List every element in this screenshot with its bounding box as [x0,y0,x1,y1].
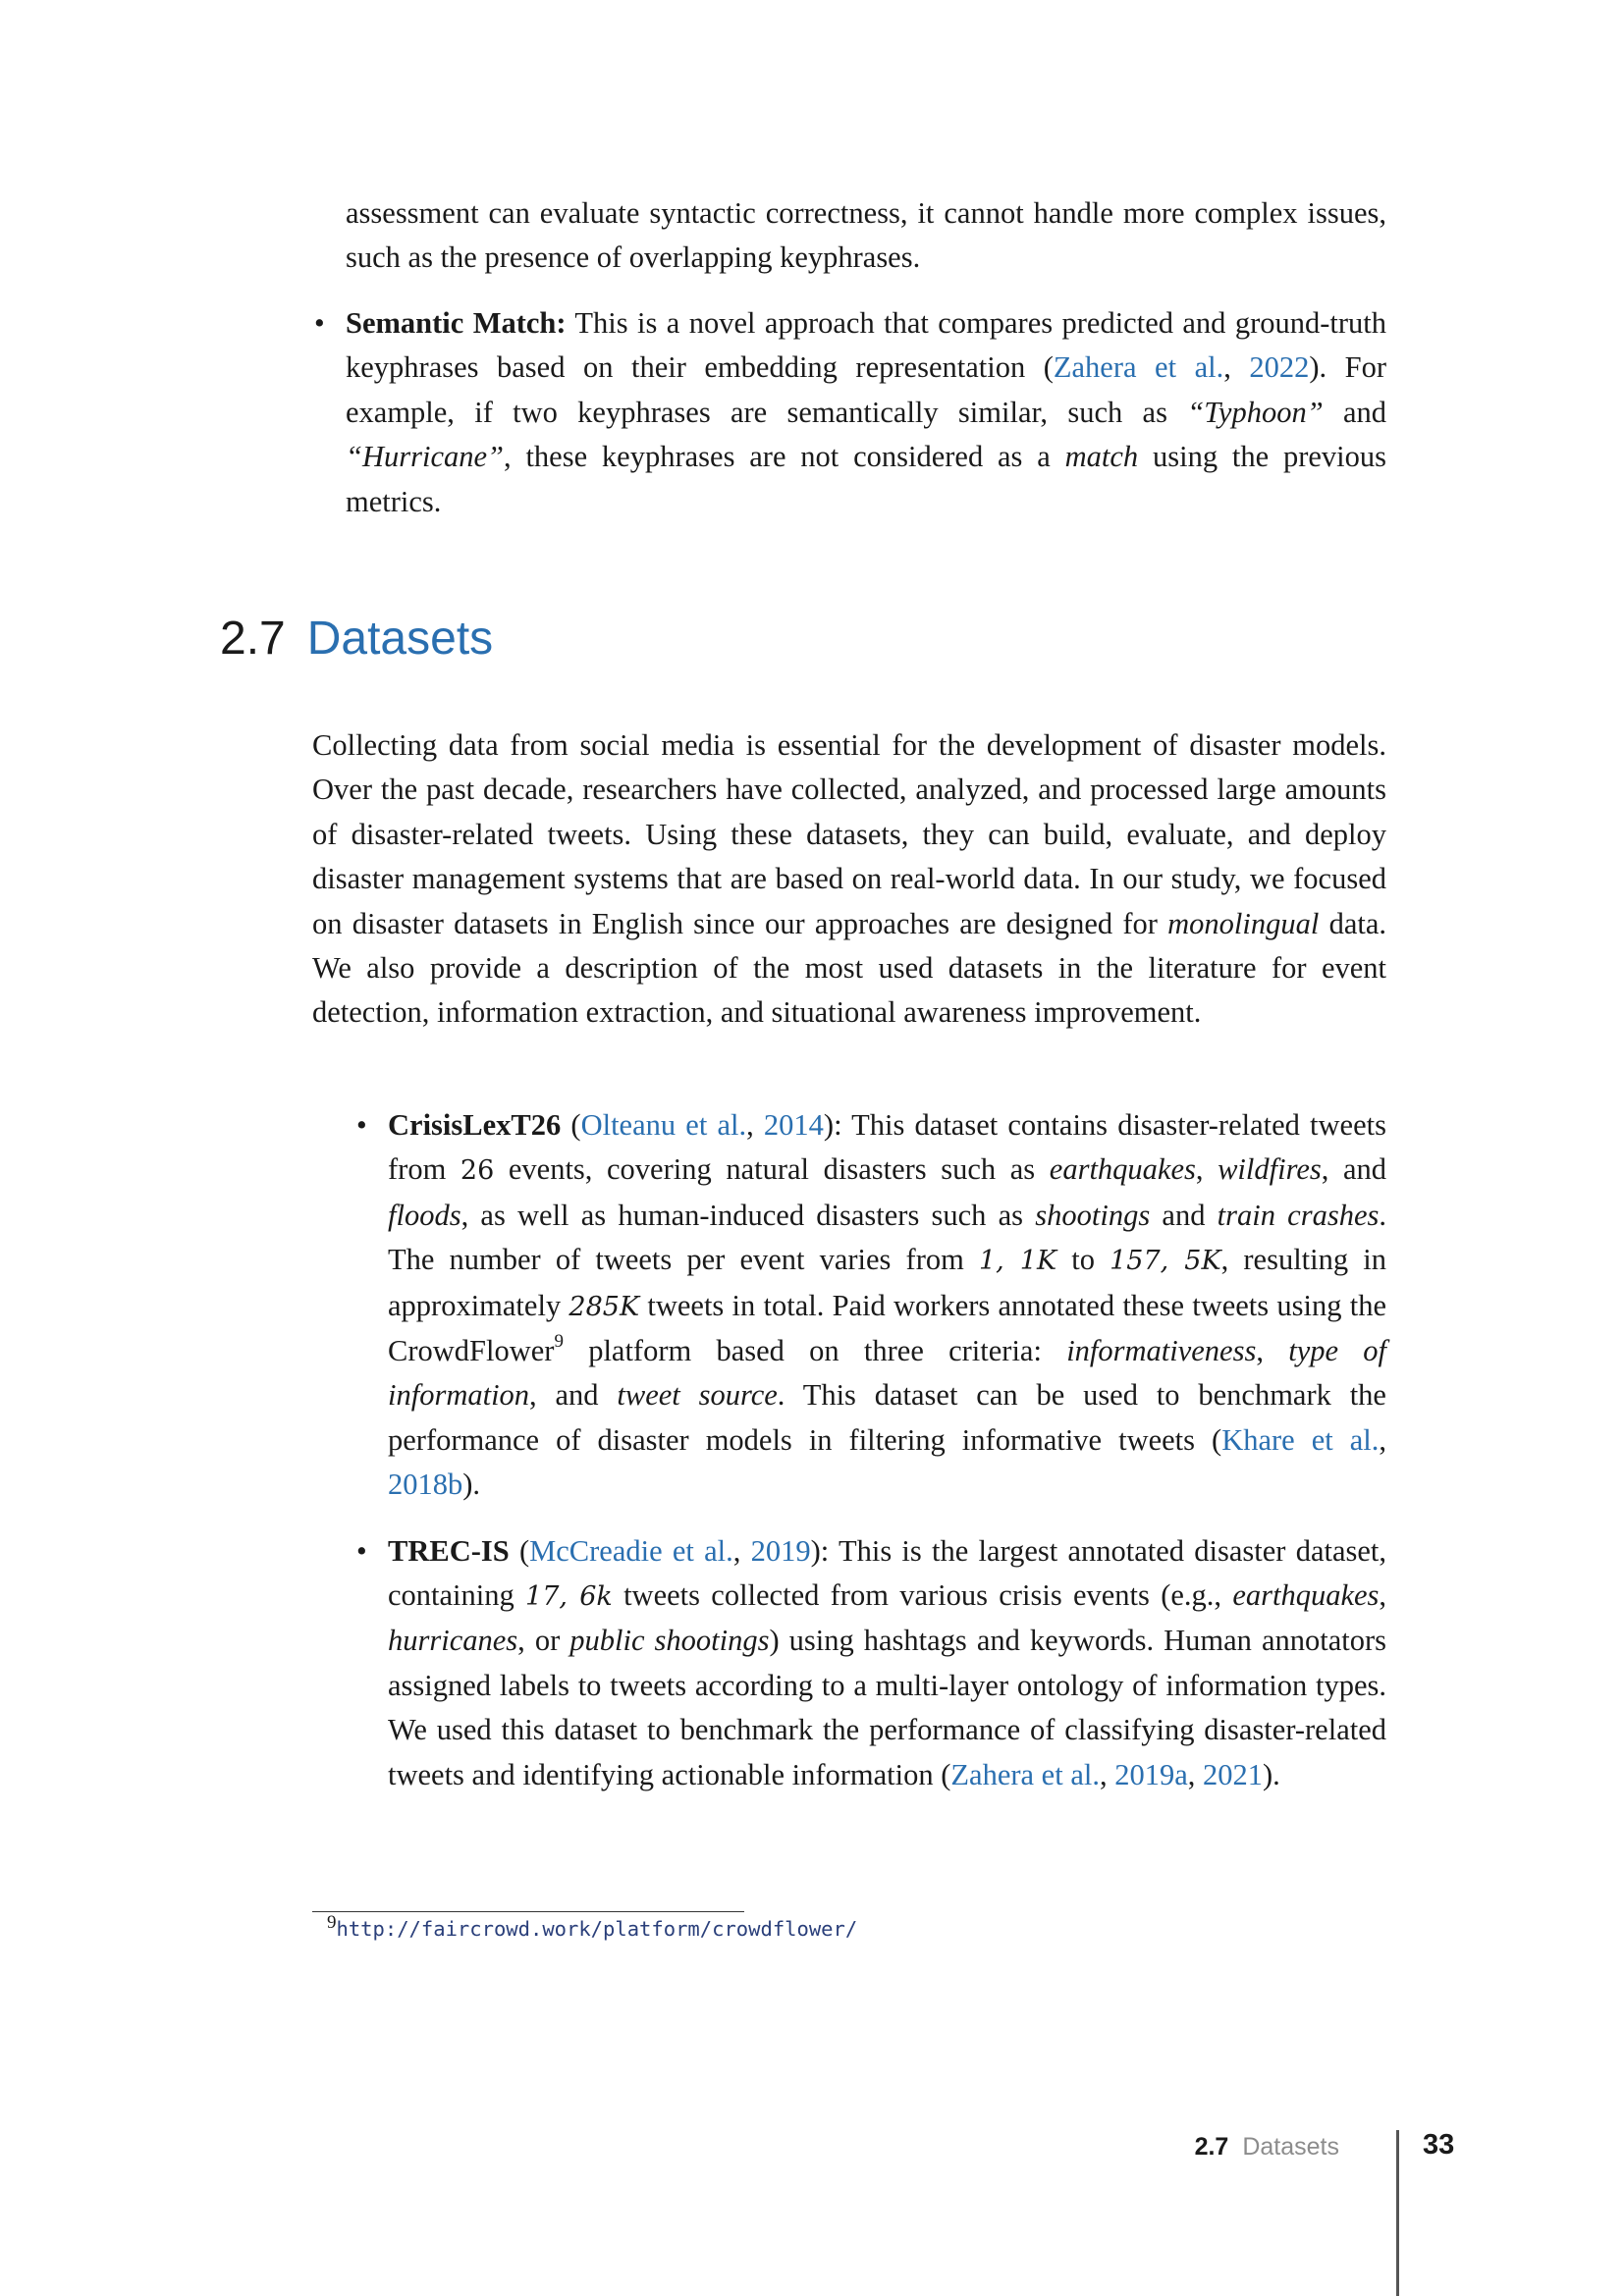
math-value: 285K [568,1291,640,1322]
item-text: . The number of tweets per event varies from [388,1198,1386,1277]
item-text: ). [462,1468,481,1502]
semantic-match-item [314,301,1387,524]
item-text: , [1195,1152,1218,1187]
example-term: “Typhoon” [1187,395,1324,429]
item-text: ( [509,1533,530,1568]
item-text: , as well as human-induced disasters such as [460,1198,1036,1232]
math-value: 157, 5K [1110,1246,1221,1277]
intro-text: Collecting data from social media is essential for the development of disaster models. Over the past decade, researchers have collected, analyzed, and processed large amounts of disaster-related tweets. Using these datasets, they can build, evaluate, and deploy disaster management systems that are based on real-world data. In our study, we focused on disaster datasets in English since our approaches are designed for [312,728,1386,940]
item-text: , [1379,1422,1387,1457]
item-text: ): This dataset contains disaster-related tweets from [388,1108,1386,1187]
section-number: 2.7 [220,613,286,665]
running-head-title: Datasets [1242,2133,1339,2161]
citation-link[interactable]: McCreadie et al. [529,1533,733,1568]
bullet-icon: • [356,1108,367,1142]
item-text: , and [529,1378,618,1413]
item-text: ) using hashtags and keywords. Human annotators assigned labels to tweets according to a multi-layer ontology of information types. We used this dataset to benchmark the performance of classifying disaster-related tweets and identifying actionable information ( [388,1624,1386,1791]
item-text: ). [1263,1757,1280,1791]
footnote-number: 9 [327,1912,337,1934]
footnote [327,1912,1211,1941]
section-title: Datasets [306,613,494,665]
item-text: , these keyphrases are not considered as a [504,440,1065,474]
item-text: , [1223,350,1250,385]
dataset-item-trecis [356,1529,1387,1797]
intro-text: data. We also provide a description of the most used datasets in the literature for event detection, information extraction, and situational awareness improvement. [312,906,1386,1030]
dataset-name: CrisisLexT26 [388,1108,562,1142]
item-text: events, covering natural disasters such as [494,1152,1050,1187]
emphasis: hurricanes [388,1624,518,1658]
citation-link[interactable]: Olteanu et al. [580,1108,747,1142]
citation-year-link[interactable]: 2014 [763,1108,824,1142]
citation-link[interactable]: Zahera et al. [950,1757,1100,1791]
item-text: , [1379,1578,1387,1613]
bullet-icon: • [314,306,325,340]
item-text: using the previous metrics. [346,440,1386,518]
continued-paragraph [346,191,1386,281]
item-text: , or [517,1624,570,1658]
item-text: , [732,1533,751,1568]
dataset-list [356,1103,1387,1819]
item-text: ): This is the largest annotated disaster dataset, containing [388,1533,1387,1613]
citation-year-link[interactable]: 2018b [388,1468,463,1502]
continued-text: assessment can evaluate syntactic correctness, it cannot handle more complex issues, such as the presence of overlapping keyphrases. [346,196,1386,275]
footnote-url-link[interactable]: http://faircrowd.work/platform/crowdflower/ [336,1917,858,1941]
math-value: 17, 6k [525,1581,613,1613]
emphasis: tweet source [617,1378,778,1413]
dataset-item-crisislex [356,1103,1387,1508]
item-text: ( [561,1108,581,1142]
citation-year-link[interactable]: 2019a [1114,1757,1188,1791]
running-head-number: 2.7 [1194,2133,1229,2161]
emphasis: type of information [388,1334,1386,1413]
item-text: , resulting in approximately [388,1243,1386,1322]
bullet-icon: • [356,1533,367,1568]
math-value: 26 [460,1155,495,1187]
item-text: ). For example, if two keyphrases are semantically similar, such as [346,350,1387,429]
emphasis: earthquakes [1232,1578,1380,1613]
item-text: , [1099,1757,1115,1791]
item-text: platform based on three criteria: [563,1334,1067,1368]
item-text: . This dataset can be used to benchmark the performance of disaster models in filtering informative tweets ( [388,1378,1386,1457]
item-text: tweets collected from various crisis events (e.g., [612,1578,1233,1613]
citation-year-link[interactable]: 2021 [1203,1757,1263,1791]
dataset-name: TREC-IS [388,1533,510,1568]
item-text: and [1150,1198,1218,1232]
citation-link[interactable]: Zahera et al. [1053,350,1224,385]
footnote-mark[interactable]: 9 [554,1330,564,1352]
section-heading [220,611,493,667]
item-text: , [1256,1334,1289,1368]
item-text: to [1056,1243,1110,1277]
metrics-list [314,301,1387,524]
item-text: and [1323,395,1386,429]
emphasis: train crashes [1217,1198,1380,1232]
page-number: 33 [1423,2129,1455,2161]
item-text: , [1187,1757,1203,1791]
emphasis: shootings [1035,1198,1151,1232]
emphasis: informativeness [1066,1334,1257,1368]
citation-year-link[interactable]: 2022 [1249,350,1310,385]
citation-link[interactable]: Khare et al. [1221,1422,1380,1457]
item-text: , and [1321,1152,1387,1187]
emphasis: wildfires [1218,1152,1322,1187]
emphasis: public shootings [569,1624,770,1658]
item-text: tweets in total. Paid workers annotated these tweets using the CrowdFlower [388,1288,1386,1368]
example-term: “Hurricane” [346,440,504,474]
emphasis: earthquakes [1049,1152,1196,1187]
emphasis: match [1064,440,1139,474]
page-margin-rule [1396,2130,1399,2296]
running-head [1195,2133,1339,2162]
item-text: This is a novel approach that compares predicted and ground-truth keyphrases based on their embedding representation ( [346,306,1387,385]
math-value: 1, 1K [978,1246,1057,1277]
semantic-match-term: Semantic Match: [346,306,567,340]
intro-paragraph [312,723,1386,1036]
citation-year-link[interactable]: 2019 [750,1533,811,1568]
item-text: , [746,1108,764,1142]
footnote-rule [312,1911,744,1912]
emphasis: floods [388,1198,461,1232]
emphasis: monolingual [1167,906,1320,940]
